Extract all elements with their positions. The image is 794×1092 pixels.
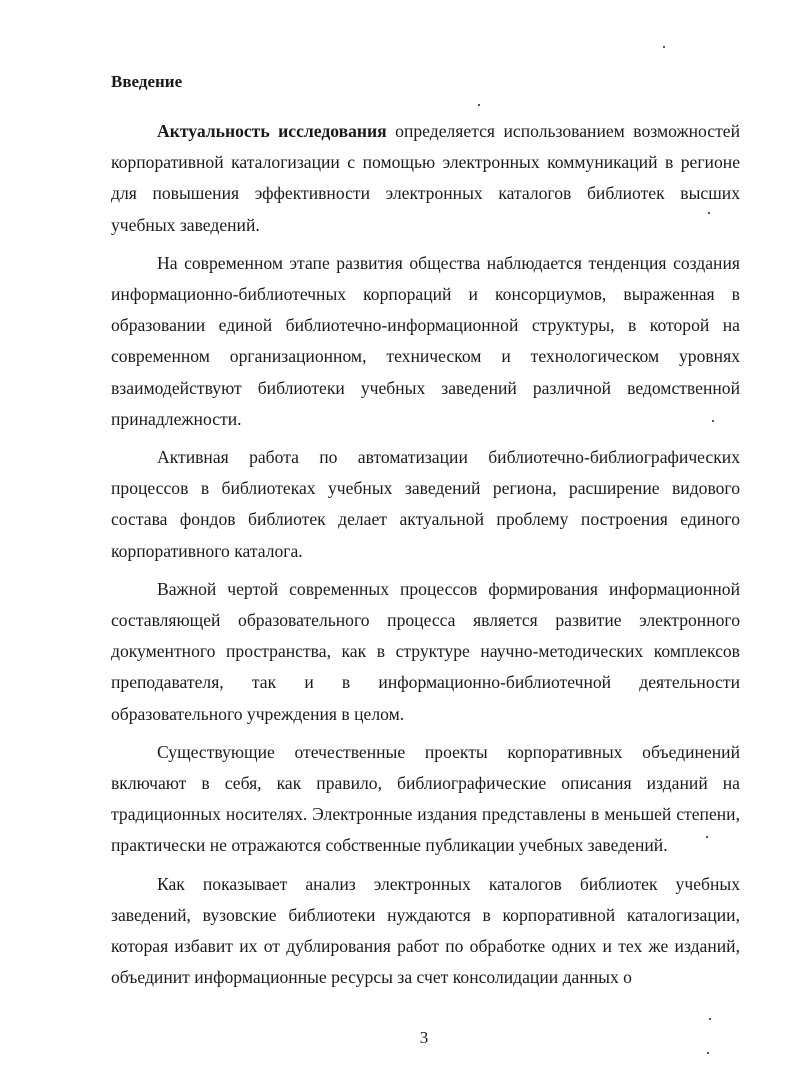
paragraph: Существующие отечественные проекты корпоративных объединений включают в себя, как правило, библиографические описания изданий на традиционных носителях. Электронные издания представлены в меньшей степени, практически не отражаются собственные публикации учебных заведений.: [111, 741, 740, 856]
paragraph: На современном этапе развития общества наблюдается тенденция создания информационно-библиотечных корпораций и консорциумов, выраженная в образовании единой библиотечно-информационной структуры, в которой на современном организационном, техническом и технологическом уровнях взаимодействуют библиотеки учебных заведений различной ведомственной принадлежности.: [111, 252, 740, 429]
scan-speck: [709, 1018, 711, 1020]
page-number: 3: [419, 1028, 429, 1047]
scan-speck: [663, 46, 665, 48]
scan-speck: [706, 836, 708, 838]
paragraph-lead-continuation: определяется использованием возможностей корпоративной каталогизации с помощью электронных коммуникаций в регионе для повышения эффективности электронных каталогов библиотек высших учебных заведений.: [111, 121, 740, 235]
paragraph: Как показывает анализ электронных каталогов библиотек учебных заведений, вузовские библиотеки нуждаются в корпоративной каталогизации, которая избавит их от дублирования работ по обработке одних и тех же изданий, объединит информационные ресурсы за счет консолидации данных о: [111, 873, 740, 988]
scan-speck: [712, 420, 714, 422]
section-heading: Введение: [111, 72, 183, 91]
paragraph: Важной чертой современных процессов формирования информационной составляющей образовательного процесса является развитие электронного документного пространства, как в структуре научно-методических комплексов преподавателя, так и в информационно-библиотечной деятельности образовательного учреждения в целом.: [111, 578, 740, 724]
scan-speck: [478, 104, 480, 106]
document-body: [111, 116, 740, 1000]
scan-speck: [708, 212, 710, 214]
paragraph-relevance: [111, 116, 740, 241]
scan-speck: [707, 1052, 709, 1054]
paragraph-lead: Актуальность исследования: [157, 121, 387, 141]
paragraph: Активная работа по автоматизации библиотечно-библиографических процессов в библиотеках учебных заведений региона, расширение видового состава фондов библиотек делает актуальной проблему построения единого корпоративного каталога.: [111, 447, 740, 561]
